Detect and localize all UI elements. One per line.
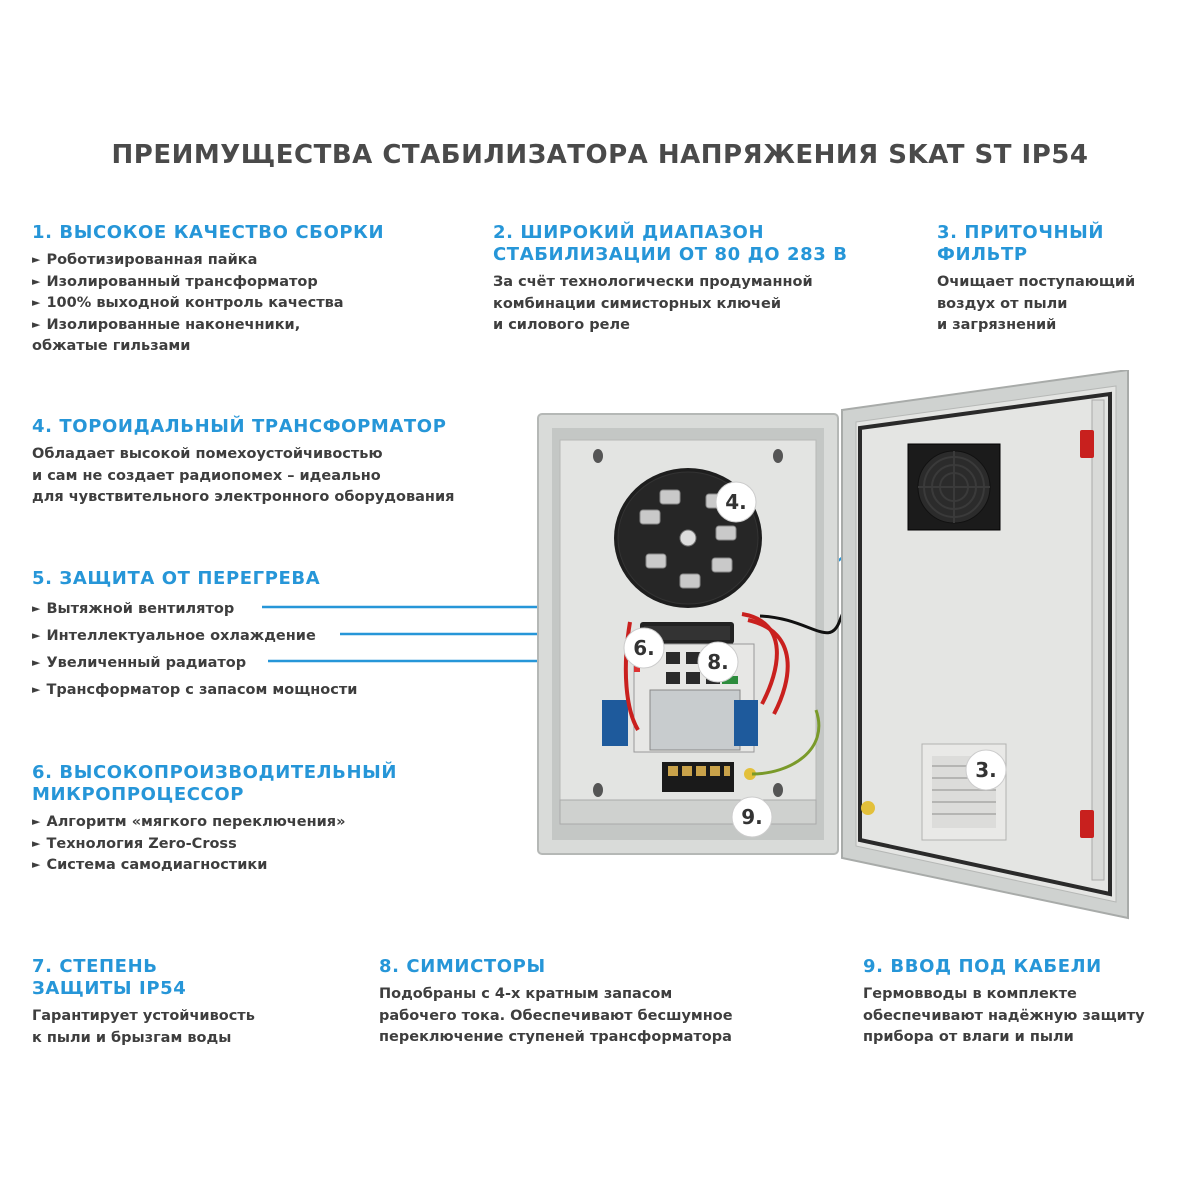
bullet-icon: ► (32, 629, 41, 642)
bullet-icon: ► (32, 274, 41, 288)
terminal-block (662, 762, 734, 792)
cable-gland-rail (560, 800, 816, 824)
list-item: ► Система самодиагностики (32, 857, 268, 873)
feature-stabilization-range (493, 222, 893, 337)
feature-heading: 9. ВВОД ПОД КАБЕЛИ (863, 956, 1102, 977)
bullet-icon: ► (32, 317, 41, 331)
feature-ip54 (32, 956, 312, 1049)
feature-toroidal-transformer (32, 416, 512, 509)
list-item: ► Интеллектуальное охлаждение (32, 628, 316, 644)
list-item: ► Вытяжной вентилятор (32, 601, 235, 617)
feature-microprocessor (32, 762, 452, 877)
feature-intake-filter (937, 222, 1177, 337)
feature-build-quality (32, 222, 452, 358)
svg-text:4.: 4. (725, 490, 747, 514)
list-item-continuation: обжатые гильзами (32, 338, 191, 354)
list-item: ► Трансформатор с запасом мощности (32, 682, 358, 698)
marker-8 (698, 642, 738, 682)
stabilizer-cabinet-illustration (530, 370, 1130, 930)
list-item: ► Технология Zero-Cross (32, 835, 237, 852)
feature-list (32, 250, 452, 358)
list-item: ► Роботизированная пайка (32, 252, 258, 268)
marker-4 (716, 482, 756, 522)
list-item: ► Алгоритм «мягкого переключения» (32, 814, 346, 830)
feature-heading: 8. СИМИСТОРЫ (379, 956, 546, 977)
ground-label (861, 801, 875, 815)
marker-3 (966, 750, 1006, 790)
feature-list (32, 596, 432, 704)
bullet-icon: ► (32, 253, 41, 266)
feature-text: Гарантирует устойчивость к пыли и брызгам воды (32, 1008, 255, 1046)
feature-text: Обладает высокой помехоустойчивостью и сам не создает радиопомех – идеально для чувствительного электронного оборудования (32, 446, 455, 505)
bullet-icon: ► (32, 602, 41, 615)
marker-9 (732, 797, 772, 837)
feature-text: Подобраны с 4-х кратным запасом рабочего тока. Обеспечивают бесшумное переключение ступеней трансформатора (379, 986, 733, 1045)
list-item: ► Изолированный трансформатор (32, 273, 318, 290)
bullet-icon: ► (32, 836, 41, 850)
marker-6 (624, 628, 664, 668)
list-item: ► Изолированные наконечники, (32, 316, 301, 333)
bullet-icon: ► (32, 656, 41, 669)
svg-text:6.: 6. (633, 636, 655, 660)
feature-text: За счёт технологически продуманной комбинации симисторных ключей и силового реле (493, 274, 813, 333)
list-item: ► 100% выходной контроль качества (32, 295, 344, 311)
svg-text:9.: 9. (741, 805, 763, 829)
feature-heading: 6. ВЫСОКОПРОИЗВОДИТЕЛЬНЫЙ МИКРОПРОЦЕССОР (32, 762, 398, 805)
feature-list (32, 812, 452, 877)
feature-heading: 2. ШИРОКИЙ ДИАПАЗОН СТАБИЛИЗАЦИИ ОТ 80 ДО 283 В (493, 222, 848, 265)
list-item: ► Увеличенный радиатор (32, 655, 247, 671)
exhaust-fan (908, 444, 1000, 530)
feature-heading: 4. ТОРОИДАЛЬНЫЙ ТРАНСФОРМАТОР (32, 416, 447, 437)
bullet-icon: ► (32, 683, 41, 696)
feature-heading: 7. СТЕПЕНЬ ЗАЩИТЫ IP54 (32, 956, 187, 999)
feature-text: Гермовводы в комплекте обеспечивают надёжную защиту прибора от влаги и пыли (863, 986, 1145, 1045)
bullet-icon: ► (32, 858, 41, 871)
bullet-icon: ► (32, 815, 41, 828)
feature-heading: 5. ЗАЩИТА ОТ ПЕРЕГРЕВА (32, 568, 321, 589)
bullet-icon: ► (32, 296, 41, 309)
feature-heading: 1. ВЫСОКОЕ КАЧЕСТВО СБОРКИ (32, 222, 385, 243)
svg-text:3.: 3. (975, 758, 997, 782)
feature-text: Очищает поступающий воздух от пыли и загрязнений (937, 274, 1136, 333)
feature-heading: 3. ПРИТОЧНЫЙ ФИЛЬТР (937, 222, 1105, 265)
feature-cable-entry (863, 956, 1183, 1049)
page-title: ПРЕИМУЩЕСТВА СТАБИЛИЗАТОРА НАПРЯЖЕНИЯ SKAT ST IP54 (111, 140, 1089, 170)
feature-triacs (379, 956, 799, 1049)
feature-overheat-protection (32, 568, 432, 704)
svg-text:8.: 8. (707, 650, 729, 674)
